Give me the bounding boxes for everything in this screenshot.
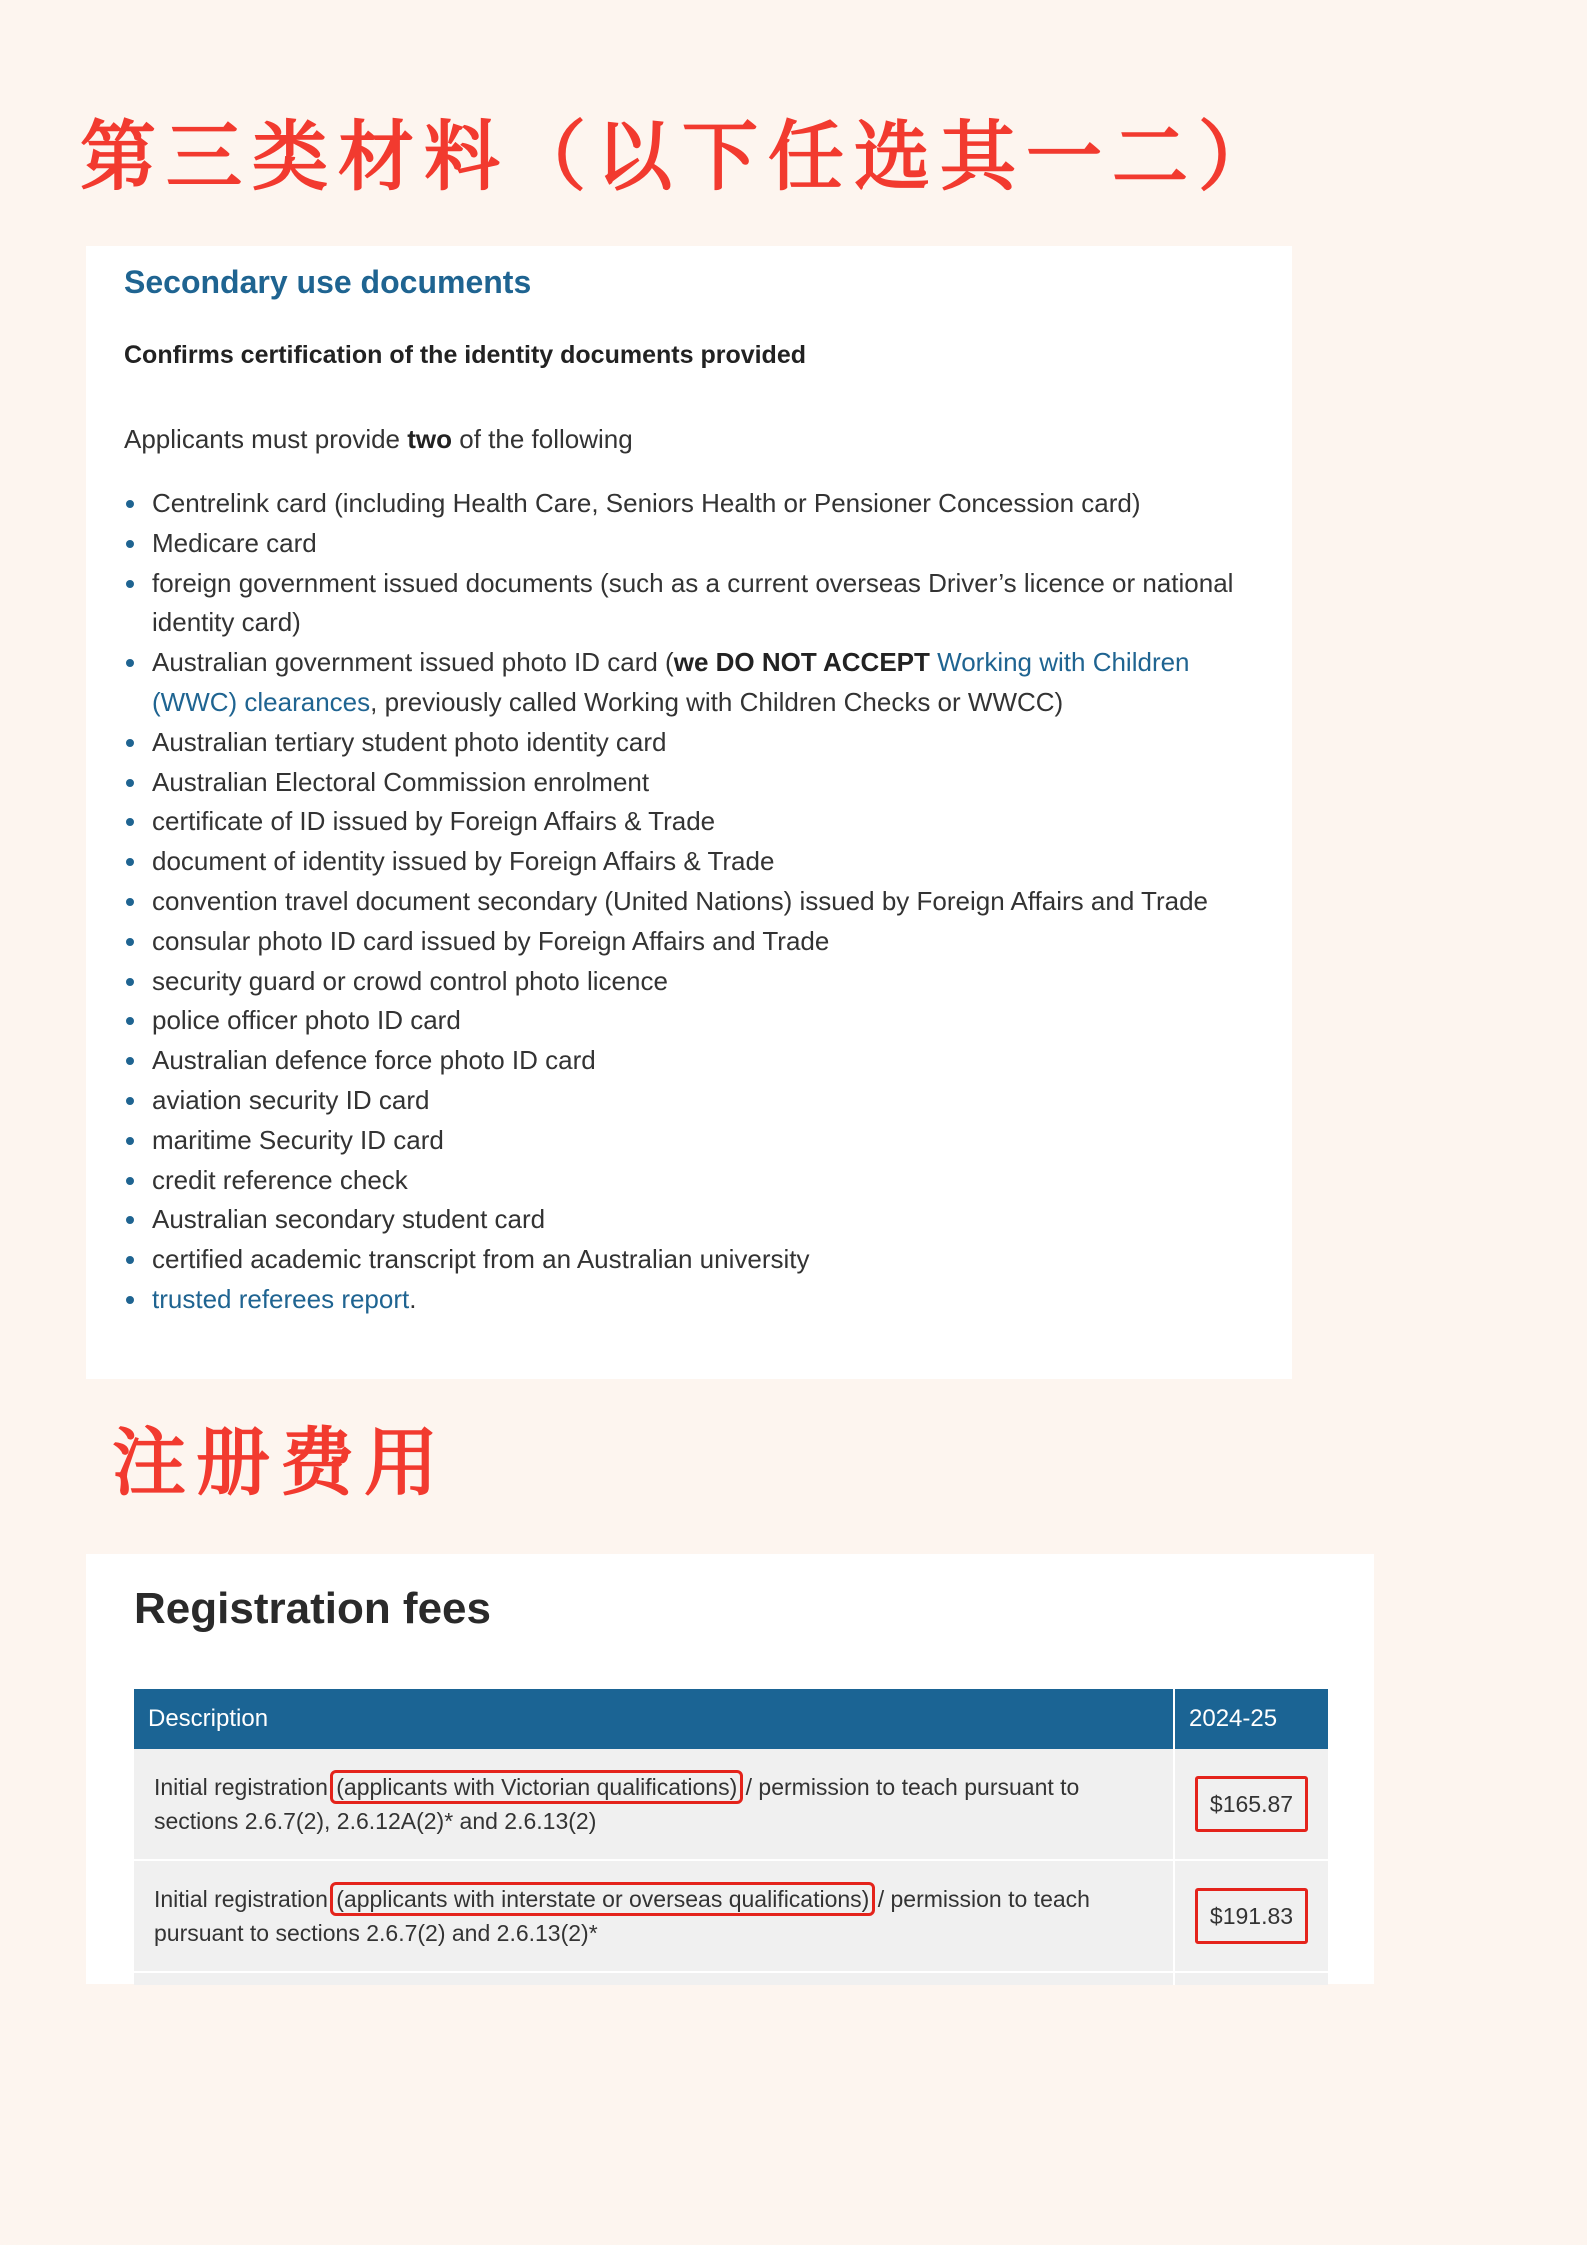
column-header-year: 2024-25 [1174,1689,1328,1749]
list-item: convention travel document secondary (United Nations) issued by Foreign Affairs and Trade [124,882,1264,922]
fees-title: Registration fees [134,1584,491,1633]
list-item-referees: trusted referees report. [124,1280,1264,1320]
list-item: police officer photo ID card [124,1001,1264,1041]
highlighted-qualification: (applicants with Victorian qualifications) [336,1774,738,1800]
list-item: Medicare card [124,524,1264,564]
table-row [134,1860,1328,1972]
highlighted-qualification: (applicants with interstate or overseas qualifications) [336,1886,870,1912]
list-item: Australian defence force photo ID card [124,1041,1264,1081]
wwc-clearances-link[interactable]: Working with Children (WWC) clearances [152,647,1190,717]
list-item: certified academic transcript from an Australian university [124,1240,1264,1280]
fee-amount-cell [1174,1860,1328,1972]
list-item: security guard or crowd control photo licence [124,962,1264,1002]
list-item: document of identity issued by Foreign Affairs & Trade [124,842,1264,882]
card-subtitle: Confirms certification of the identity documents provided [124,341,807,369]
list-item: credit reference check [124,1161,1264,1201]
list-item: Centrelink card (including Health Care, Seniors Health or Pensioner Concession card) [124,484,1264,524]
list-item: foreign government issued documents (such as a current overseas Driver’s licence or national identity card) [124,564,1264,644]
registration-fees-card [86,1554,1374,1984]
list-item: consular photo ID card issued by Foreign Affairs and Trade [124,922,1264,962]
table-row [134,1749,1328,1860]
list-item: Australian Electoral Commission enrolment [124,763,1264,803]
list-item: aviation security ID card [124,1081,1264,1121]
table-header-row [134,1689,1328,1749]
list-item: Australian secondary student card [124,1200,1264,1240]
trusted-referees-link[interactable]: trusted referees report [152,1283,410,1314]
section-heading-registration-fees: 注册费用 [112,1420,448,1506]
intro-text: Applicants must provide two of the following [124,424,633,454]
list-item: certificate of ID issued by Foreign Affairs & Trade [124,802,1264,842]
fee-description: Initial registration (applicants with Victorian qualifications) / permission to teach pursuant to sections 2.6.7(2), 2.6.12A(2)* and 2.6.13(2) [134,1749,1174,1860]
intro-count: two [407,424,453,454]
fee-amount: $165.87 [1195,1776,1308,1832]
secondary-documents-card [86,246,1292,1379]
list-item: Australian tertiary student photo identity card [124,723,1264,763]
fee-amount-cell [1174,1749,1328,1860]
list-item-photo-id: Australian government issued photo ID card (we DO NOT ACCEPT Working with Children (WWC) clearances, previously called Working with Children Checks or WWCC) [124,643,1264,723]
card-title: Secondary use documents [124,264,532,300]
section-heading-third-category: 第三类材料（以下任选其一二） [80,112,1284,201]
document-list [124,484,1264,1320]
column-header-description: Description [134,1689,1174,1749]
list-item: maritime Security ID card [124,1121,1264,1161]
table-row-cut-off [134,1972,1328,1985]
fee-description: Initial registration (applicants with interstate or overseas qualifications) / permission to teach pursuant to sections 2.6.7(2) and 2.6.13(2)* [134,1860,1174,1972]
fee-amount: $191.83 [1195,1888,1308,1944]
fees-table [134,1689,1328,1985]
